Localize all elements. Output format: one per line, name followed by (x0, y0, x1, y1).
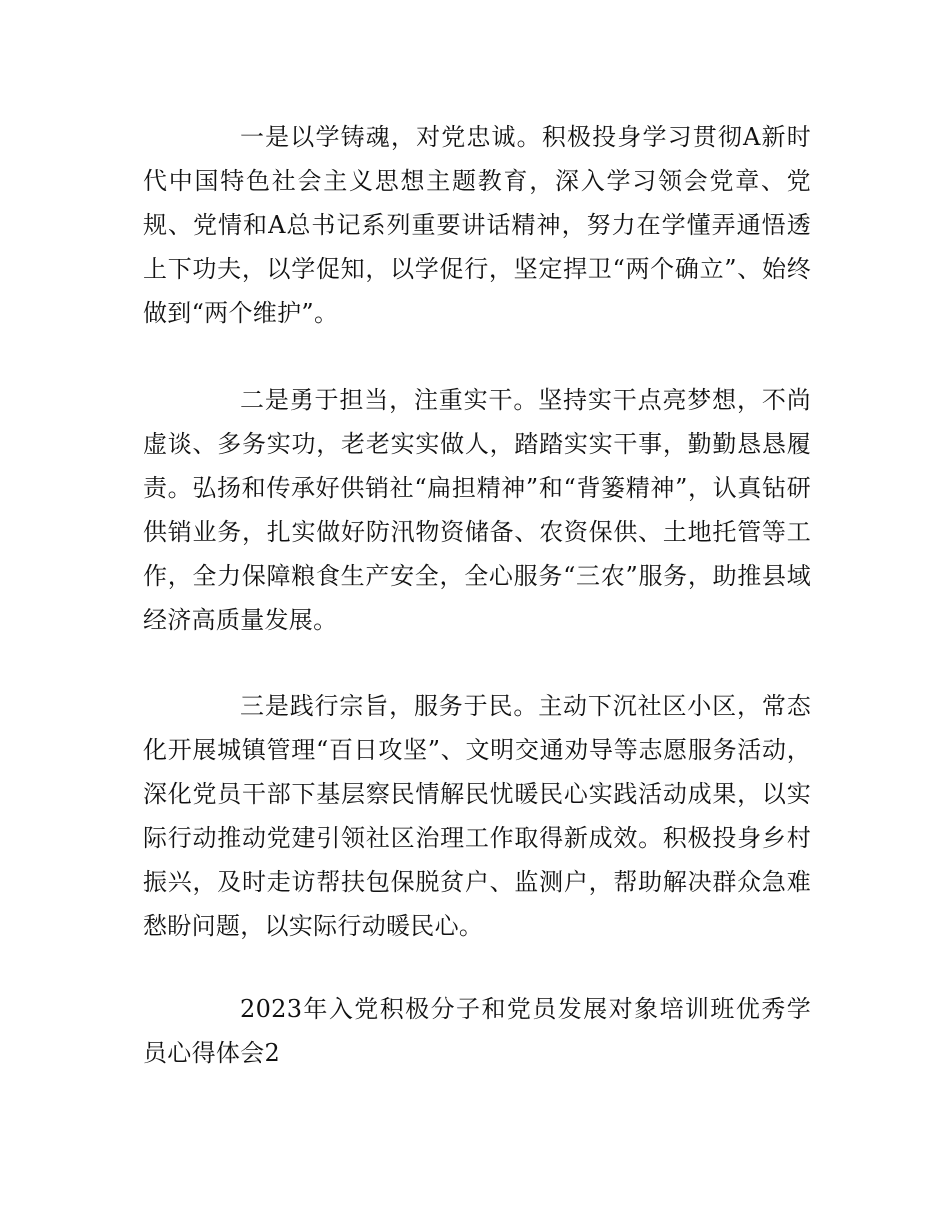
paragraph-2: 二是勇于担当，注重实干。坚持实干点亮梦想，不尚虚谈、多务实功，老老实实做人，踏踏实实干事，勤勤恳恳履责。弘扬和传承好供销社“扁担精神”和“背篓精神”，认真钻研供销业务，扎实做好防汛物资储备、农资保供、土地托管等工作，全力保障粮食生产安全，全心服务“三农”服务，助推县域经济高质量发展。 (143, 386, 811, 634)
section-heading: 2023年入党积极分子和党员发展对象培训班优秀学员心得体会2 (143, 995, 811, 1067)
paragraph-1: 一是以学铸魂，对党忠诚。积极投身学习贯彻A新时代中国特色社会主义思想主题教育，深入学习领会党章、党规、党情和A总书记系列重要讲话精神，努力在学懂弄通悟透上下功夫，以学促知，以学促行，坚定捍卫“两个确立”、始终做到“两个维护”。 (143, 123, 811, 327)
paragraph-3: 三是践行宗旨，服务于民。主动下沉社区小区，常态化开展城镇管理“百日攻坚”、文明交通劝导等志愿服务活动，深化党员干部下基层察民情解民忧暖民心实践活动成果，以实际行动推动党建引领社区治理工作取得新成效。积极投身乡村振兴，及时走访帮扶包保脱贫户、监测户，帮助解决群众急难愁盼问题，以实际行动暖民心。 (143, 692, 811, 940)
